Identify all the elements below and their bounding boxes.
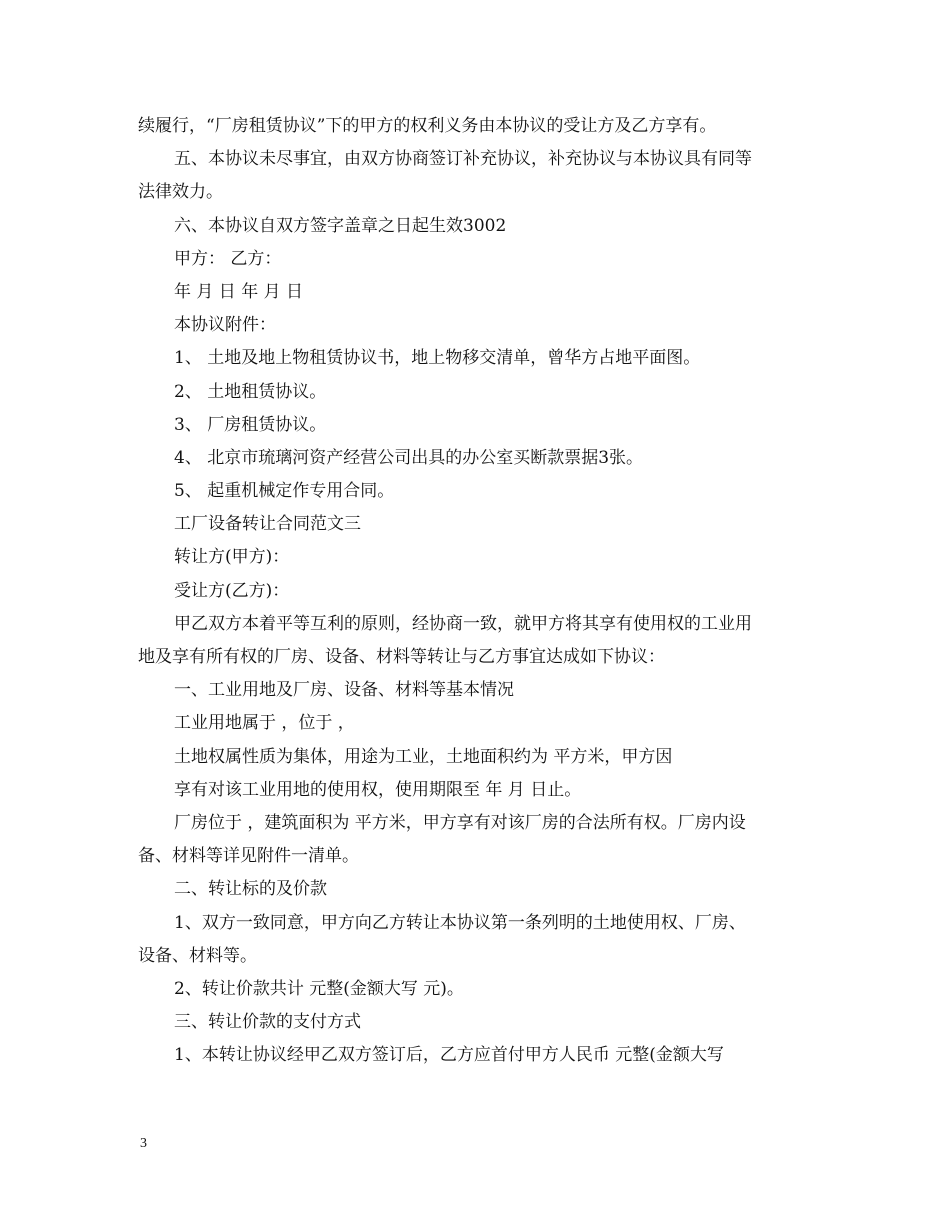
text-line: 五、本协议未尽事宜，由双方协商签订补充协议，补充协议与本协议具有同等 — [174, 149, 752, 170]
text-line: 地及享有所有权的厂房、设备、材料等转让与乙方事宜达成如下协议： — [138, 647, 665, 667]
text-line: 本协议附件： — [174, 315, 276, 336]
text-line: 享有对该工业用地的使用权，使用期限至 年 月 日止。 — [174, 779, 582, 800]
text-line: 三、转让价款的支付方式 — [174, 1012, 361, 1033]
text-line: 一、工业用地及厂房、设备、材料等基本情况 — [174, 680, 514, 701]
text-line: 续履行，“厂房租赁协议”下的甲方的权利义务由本协议的受让方及乙方享有。 — [138, 116, 717, 136]
text-line: 1、 土地及地上物租赁协议书，地上物移交清单，曾华方占地平面图。 — [174, 348, 701, 369]
text-line: 备、材料等详见附件一清单。 — [138, 846, 359, 867]
text-line: 工业用地属于 ，位于 ， — [174, 713, 355, 734]
text-line: 二、转让标的及价款 — [174, 879, 327, 900]
document-body — [138, 110, 818, 1072]
page-number: 3 — [140, 1136, 147, 1151]
text-line: 4、 北京市琉璃河资产经营公司出具的办公室买断款票据3张。 — [174, 447, 644, 468]
text-line: 2、 土地租赁协议。 — [174, 381, 327, 402]
text-line: 转让方(甲方)： — [174, 547, 290, 568]
text-line: 年 月 日 年 月 日 — [174, 281, 304, 302]
text-line: 5、 起重机械定作专用合同。 — [174, 481, 395, 502]
text-line: 设备、材料等。 — [138, 945, 257, 966]
text-line: 1、本转让协议经甲乙双方签订后，乙方应首付甲方人民币 元整(金额大写 — [174, 1045, 724, 1066]
text-line: 甲乙双方本着平等互利的原则，经协商一致，就甲方将其享有使用权的工业用 — [174, 613, 752, 634]
text-line: 2、转让价款共计 元整(金额大写 元)。 — [174, 978, 464, 999]
text-line: 甲方： 乙方： — [174, 248, 282, 269]
text-line: 1、双方一致同意，甲方向乙方转让本协议第一条列明的土地使用权、厂房、 — [174, 912, 746, 933]
text-line: 六、本协议自双方签字盖章之日起生效3002 — [174, 215, 507, 236]
text-line: 法律效力。 — [138, 182, 223, 203]
text-line: 受让方(乙方)： — [174, 580, 290, 601]
text-line: 3、 厂房租赁协议。 — [174, 414, 327, 435]
text-line: 土地权属性质为集体，用途为工业，土地面积约为 平方米，甲方因 — [174, 746, 673, 767]
text-line: 厂房位于 ，建筑面积为 平方米，甲方享有对该厂房的合法所有权。厂房内设 — [174, 812, 746, 833]
text-line: 工厂设备转让合同范文三 — [174, 514, 361, 535]
